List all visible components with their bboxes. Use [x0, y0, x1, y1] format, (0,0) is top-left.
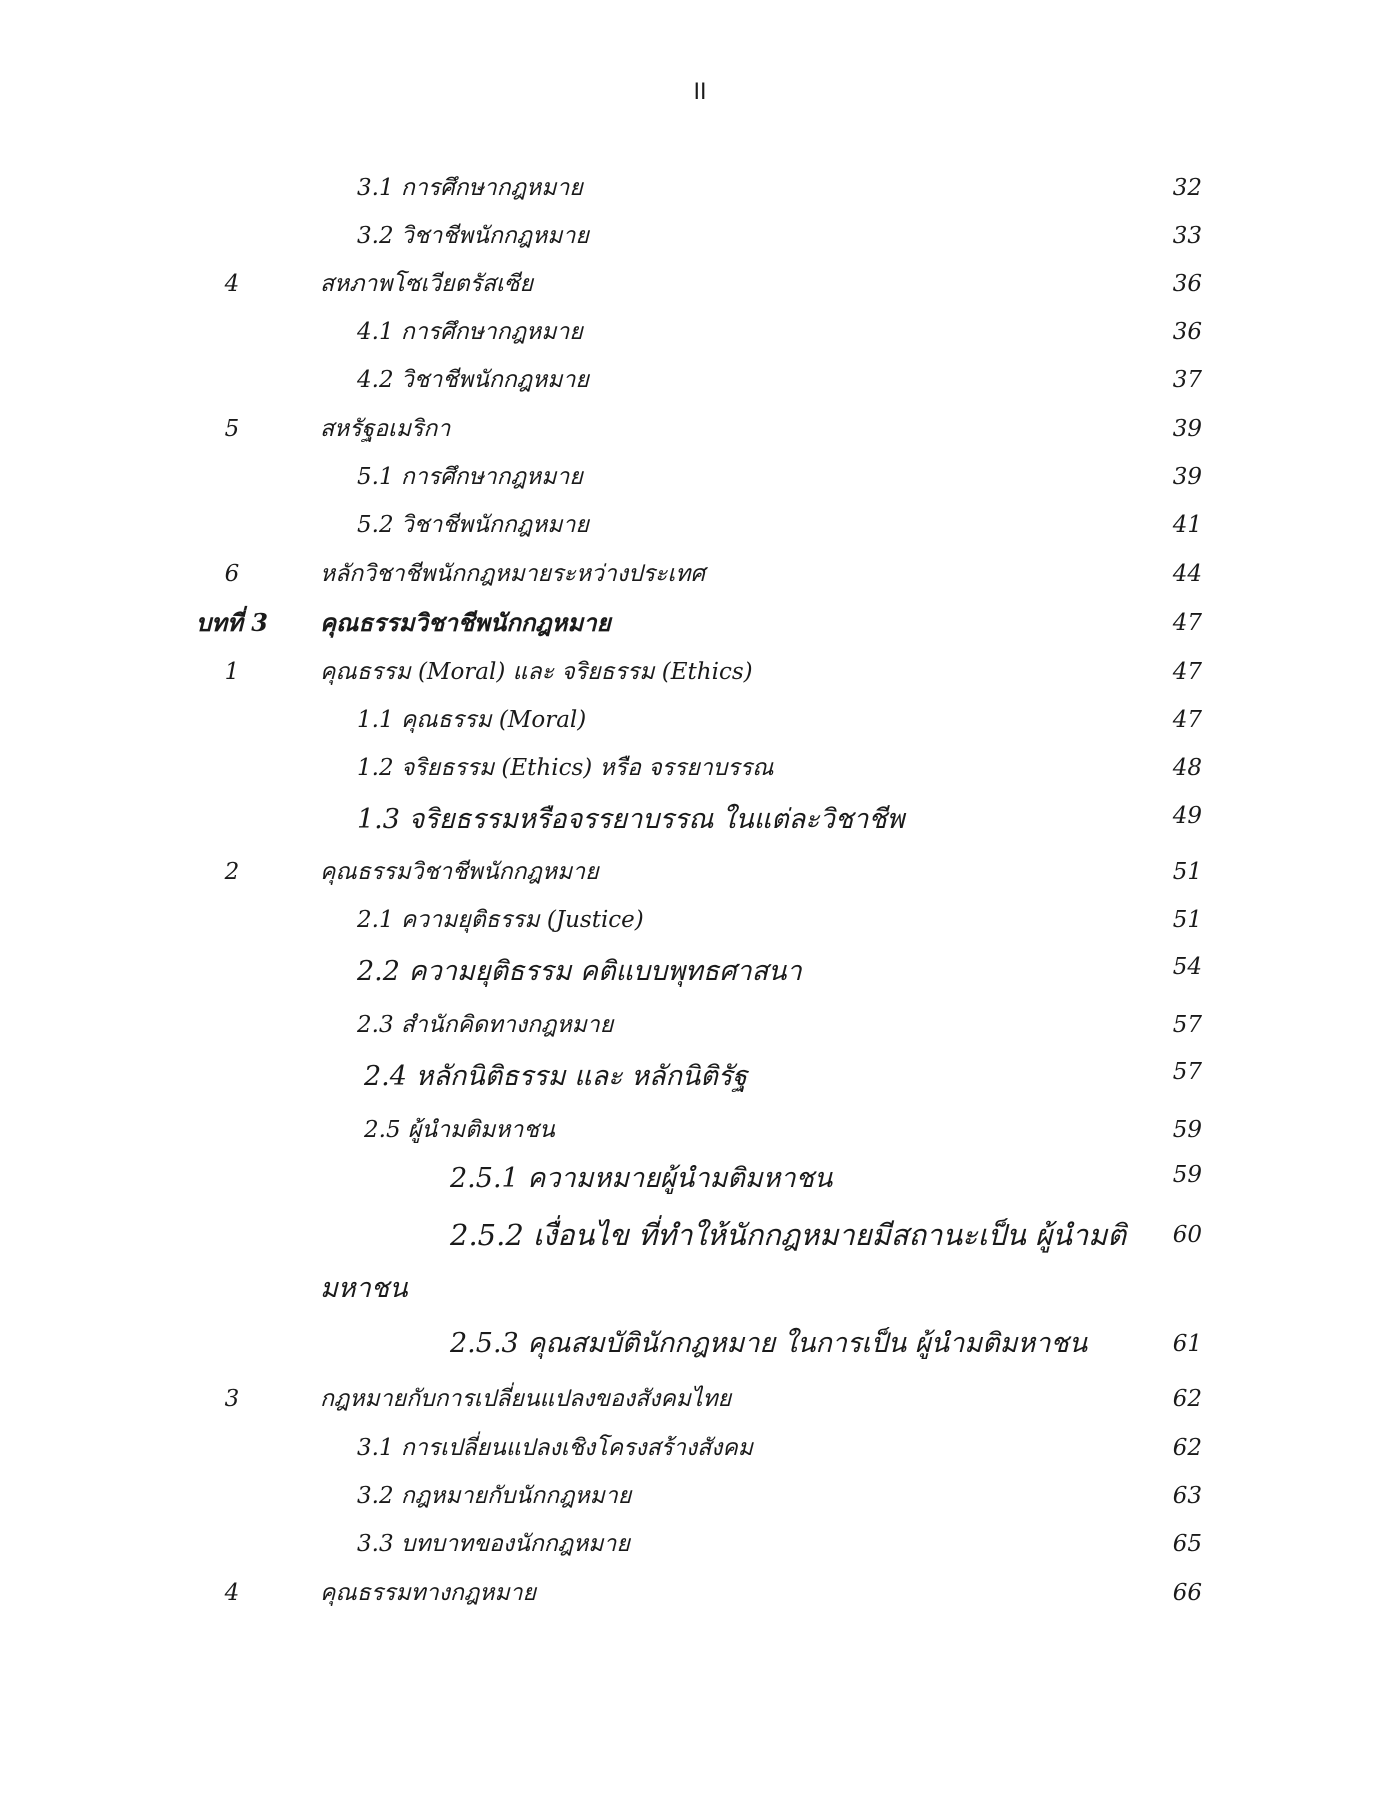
toc-entry-title: หลักวิชาชีพนักกฎหมายระหว่างประเทศ: [320, 561, 705, 587]
toc-entry-title: 3.3 บทบาทของนักกฎหมาย: [357, 1531, 630, 1557]
toc-entry-page: 47: [1172, 707, 1202, 733]
toc-entry: [0, 407, 1400, 451]
toc-entry: [0, 746, 1400, 790]
toc-entry-title: มหาชน: [320, 1273, 408, 1304]
toc-entry-title: คุณธรรม (Moral) และ จริยธรรม (Ethics): [320, 659, 753, 685]
toc-entry-title: 1.2 จริยธรรม (Ethics) หรือ จรรยาบรรณ: [357, 755, 774, 781]
toc-entry-page: 59: [1172, 1162, 1202, 1188]
toc-entry: [0, 1055, 1400, 1099]
toc-entry-page: 63: [1172, 1483, 1202, 1509]
toc-entry-page: 54: [1172, 954, 1202, 980]
toc-entry: [0, 1157, 1400, 1201]
toc-entry-page: 51: [1172, 859, 1202, 885]
toc-entry: [0, 455, 1400, 499]
toc-entry-title: 2.1 ความยุติธรรม (Justice): [357, 907, 644, 933]
toc-entry-page: 59: [1172, 1117, 1202, 1143]
toc-entry-title: คุณธรรมวิชาชีพนักกฎหมาย: [320, 859, 599, 885]
toc-entry-title: สหภาพโซเวียตรัสเซีย: [320, 271, 533, 297]
toc-entry-title: คุณธรรมทางกฎหมาย: [320, 1580, 537, 1606]
toc-entry-page: 47: [1172, 659, 1202, 685]
toc-entry-continuation: [0, 1267, 1400, 1311]
toc-entry: [0, 798, 1400, 842]
toc-chapter-entry: [0, 601, 1400, 645]
toc-chapter-number: บทที่ 3: [196, 608, 268, 637]
toc-entry: [0, 850, 1400, 894]
toc-entry-title: 1.3 จริยธรรมหรือจรรยาบรรณ ในแต่ละวิชาชีพ: [357, 804, 905, 835]
toc-entry-page: 49: [1172, 803, 1202, 829]
toc-entry-number: 1: [224, 659, 240, 685]
toc-entry-title: 2.5.1 ความหมายผู้นำมติมหาชน: [450, 1163, 833, 1194]
toc-entry-title: 2.5 ผู้นำมติมหาชน: [364, 1117, 555, 1143]
toc-entry-page: 57: [1172, 1012, 1202, 1038]
toc-entry-title: กฎหมายกับการเปลี่ยนแปลงของสังคมไทย: [320, 1386, 732, 1412]
toc-entry-page: 39: [1172, 464, 1202, 490]
toc-entry-page: 36: [1172, 319, 1202, 345]
toc-entry: [0, 166, 1400, 210]
toc-entry-page: 65: [1172, 1531, 1202, 1557]
toc-entry: [0, 1213, 1400, 1257]
toc-entry: [0, 214, 1400, 258]
toc-entry-title: 2.5.3 คุณสมบัตินักกฎหมาย ในการเป็น ผู้นำมติมหาชน: [450, 1328, 1088, 1359]
toc-entry-page: 66: [1172, 1580, 1202, 1606]
toc-entry-page: 51: [1172, 907, 1202, 933]
toc-entry-page: 57: [1172, 1059, 1202, 1085]
toc-entry: [0, 1571, 1400, 1615]
toc-entry-page: 37: [1172, 367, 1202, 393]
toc-entry-title: 2.5.2 เงื่อนไข ที่ทำให้นักกฎหมายมีสถานะเป็น ผู้นำมติ: [450, 1218, 1127, 1252]
toc-entry-title: 5.2 วิชาชีพนักกฎหมาย: [357, 512, 589, 538]
toc-entry: [0, 898, 1400, 942]
toc-entry-page: 36: [1172, 271, 1202, 297]
toc-entry: [0, 1474, 1400, 1518]
toc-entry-page: 44: [1172, 561, 1202, 587]
toc-entry-number: 4: [224, 1580, 240, 1606]
toc-entry-number: 6: [224, 561, 240, 587]
toc-entry-title: 3.1 การศึกษากฎหมาย: [357, 175, 583, 201]
toc-entry: [0, 1522, 1400, 1566]
toc-entry-title: 2.3 สำนักคิดทางกฎหมาย: [357, 1012, 614, 1038]
toc-entry-title: 4.1 การศึกษากฎหมาย: [357, 319, 583, 345]
toc-entry-page: 61: [1172, 1331, 1202, 1357]
toc-entry-title: 4.2 วิชาชีพนักกฎหมาย: [357, 367, 589, 393]
toc-entry: [0, 698, 1400, 742]
toc-entry-title: 1.1 คุณธรรม (Moral): [357, 707, 587, 733]
toc-entry-page: 62: [1172, 1435, 1202, 1461]
toc-chapter-title: คุณธรรมวิชาชีพนักกฎหมาย: [320, 608, 611, 637]
toc-entry-page: 39: [1172, 416, 1202, 442]
toc-entry-title: 3.1 การเปลี่ยนแปลงเชิงโครงสร้างสังคม: [357, 1435, 753, 1461]
toc-entry: [0, 358, 1400, 402]
toc-entry-title: 3.2 วิชาชีพนักกฎหมาย: [357, 223, 589, 249]
toc-entry: [0, 1108, 1400, 1152]
toc-entry: [0, 503, 1400, 547]
toc-entry-number: 2: [224, 859, 240, 885]
toc-entry-page: 33: [1172, 223, 1202, 249]
toc-entry-number: 5: [224, 416, 240, 442]
toc-entry-page: 48: [1172, 755, 1202, 781]
page-number: II: [693, 80, 707, 105]
toc-entry-title: สหรัฐอเมริกา: [320, 416, 451, 442]
toc-entry: [0, 1426, 1400, 1470]
toc-entry-page: 62: [1172, 1386, 1202, 1412]
toc-entry: [0, 1003, 1400, 1047]
toc-entry-page: 41: [1172, 512, 1202, 538]
toc-entry-page: 47: [1172, 610, 1202, 636]
toc-entry: [0, 650, 1400, 694]
toc-entry-number: 3: [224, 1386, 240, 1412]
toc-entry-title: 2.2 ความยุติธรรม คติแบบพุทธศาสนา: [357, 956, 802, 987]
toc-entry: [0, 1377, 1400, 1421]
toc-entry-title: 5.1 การศึกษากฎหมาย: [357, 464, 583, 490]
toc-entry: [0, 310, 1400, 354]
toc-entry-number: 4: [224, 271, 240, 297]
toc-entry-title: 2.4 หลักนิติธรรม และ หลักนิติรัฐ: [364, 1061, 748, 1092]
toc-entry-page: 60: [1172, 1222, 1202, 1248]
toc-entry-page: 32: [1172, 175, 1202, 201]
toc-entry: [0, 262, 1400, 306]
toc-entry-title: 3.2 กฎหมายกับนักกฎหมาย: [357, 1483, 632, 1509]
toc-entry: [0, 1322, 1400, 1366]
toc-entry: [0, 950, 1400, 994]
toc-entry: [0, 552, 1400, 596]
